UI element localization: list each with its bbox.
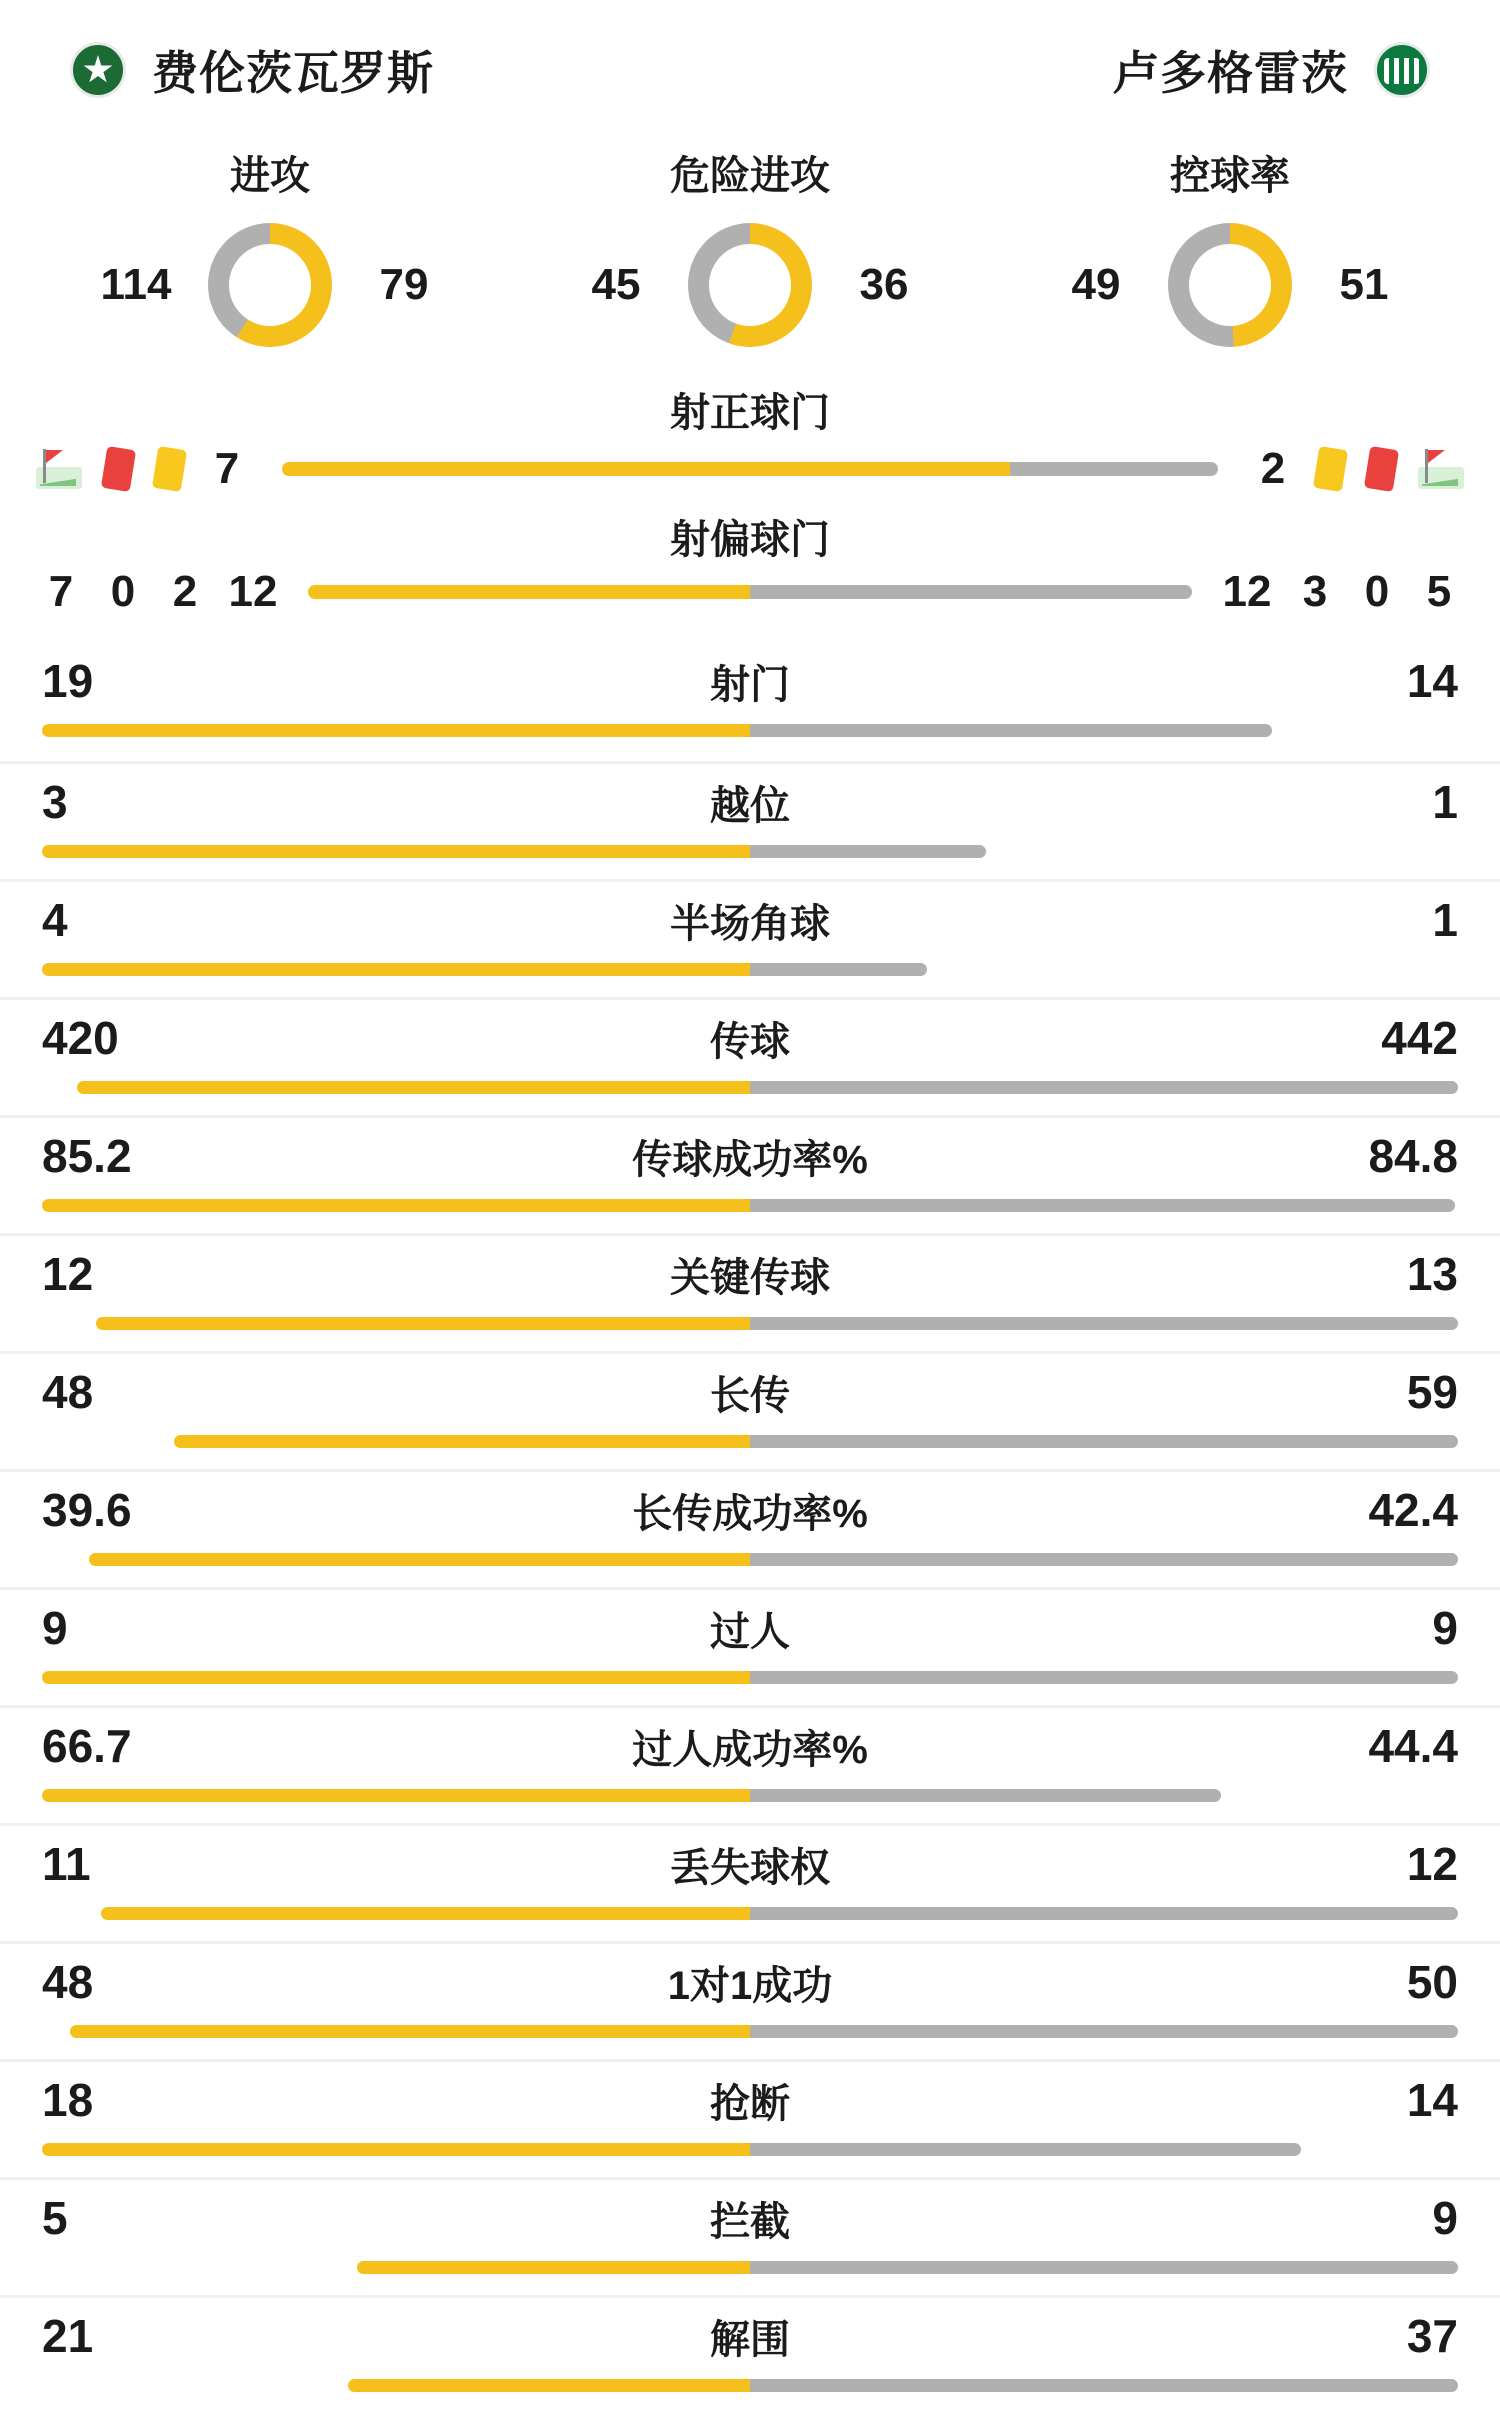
donut-away-value: 51 [1339, 260, 1389, 309]
stat-away-value: 50 [1406, 1956, 1458, 2008]
stat-row [0, 1233, 1500, 1351]
donut-home-value: 45 [591, 260, 641, 309]
stat-label: 关键传球 [670, 1255, 830, 1300]
stat-bar-away [750, 1317, 1458, 1330]
stat-label: 拦截 [710, 2199, 790, 2244]
stat-bar-pair [42, 2020, 1458, 2042]
stat-bar-pair [42, 2138, 1458, 2160]
stat-label: 长传成功率% [632, 1491, 868, 1536]
stat-bar-away [750, 2025, 1458, 2038]
shots-on-target-away-value: 2 [1260, 444, 1286, 493]
stat-bar-home [42, 724, 750, 737]
ludogorets-crest-icon [1374, 42, 1430, 98]
stat-home-value: 3 [42, 776, 68, 828]
donut-label: 控球率 [1170, 154, 1290, 198]
donut-stats-row [0, 144, 1500, 347]
stat-away-value: 12 [1406, 1838, 1458, 1890]
stat-home-value: 12 [42, 1248, 94, 1300]
stat-bar-pair [42, 719, 1458, 741]
stat-row [0, 1115, 1500, 1233]
donut-stat-dangerous-attacks [510, 144, 990, 347]
shots-on-target-row [30, 444, 1470, 494]
donut-away-value: 79 [379, 260, 429, 309]
stat-bar-away [750, 845, 1458, 858]
shots-off-target-home-value: 12 [228, 567, 278, 616]
stat-bar-away [750, 1671, 1458, 1684]
stat-away-value: 442 [1381, 1012, 1458, 1064]
stat-bar-pair [42, 1902, 1458, 1924]
stat-home-value: 66.7 [42, 1720, 132, 1772]
stat-bar-away [750, 1907, 1458, 1920]
shots-on-target-home-value: 7 [214, 444, 240, 493]
stat-home-value: 48 [42, 1956, 94, 2008]
stat-label: 过人成功率% [632, 1727, 868, 1772]
donut-label: 危险进攻 [670, 154, 830, 198]
stat-bar-pair [42, 958, 1458, 980]
stat-bar-pair [42, 840, 1458, 862]
donut-home-value: 114 [100, 260, 172, 309]
stat-bar-home [42, 845, 750, 858]
stat-away-value: 9 [1432, 2192, 1458, 2244]
stat-away-value: 1 [1432, 776, 1458, 828]
stat-label: 抢断 [710, 2081, 790, 2126]
away-corners-value: 5 [1426, 567, 1452, 616]
stat-home-value: 5 [42, 2192, 68, 2244]
corner-flag-icon [1418, 449, 1464, 489]
donut-away-value: 36 [859, 260, 909, 309]
away-discipline-icons [1310, 448, 1470, 490]
stat-row [0, 1941, 1500, 2059]
stat-away-value: 84.8 [1368, 1130, 1458, 1182]
stat-label: 越位 [710, 783, 790, 828]
stat-bar-pair [42, 2374, 1458, 2396]
stat-row [0, 1587, 1500, 1705]
stat-label: 1对1成功 [667, 1963, 833, 2008]
stat-bar-home [42, 1199, 750, 1212]
yellow-card-icon [1313, 446, 1348, 492]
stat-bar-pair [42, 1548, 1458, 1570]
donut-stat-attacks [30, 144, 510, 347]
shots-off-target-bar [308, 585, 1192, 599]
stat-bar-home [42, 1671, 750, 1684]
stat-home-value: 19 [42, 655, 94, 707]
stat-bar-away [750, 2143, 1458, 2156]
shots-on-target-label: 射正球门 [670, 391, 830, 435]
home-discipline-icons [30, 448, 190, 490]
stat-row [0, 2177, 1500, 2295]
stat-away-value: 59 [1406, 1366, 1458, 1418]
stat-row [0, 1469, 1500, 1587]
stat-bar-away [750, 963, 1458, 976]
shots-off-target-away-value: 12 [1222, 567, 1272, 616]
away-yellow-cards-value: 3 [1302, 567, 1328, 616]
stat-bar-home [42, 2143, 750, 2156]
red-card-icon [101, 446, 136, 492]
stat-row [0, 997, 1500, 1115]
stat-bar-home [42, 1317, 750, 1330]
donut-stat-possession [990, 144, 1470, 347]
stat-bar-pair [42, 1194, 1458, 1216]
stat-home-value: 48 [42, 1366, 94, 1418]
donut-chart [688, 223, 812, 347]
donut-chart [1168, 223, 1292, 347]
ferencvaros-crest-icon [70, 42, 126, 98]
home-corners-value: 7 [48, 567, 74, 616]
stat-home-value: 420 [42, 1012, 119, 1064]
stat-label: 解围 [710, 2317, 790, 2362]
stat-label: 长传 [710, 1373, 790, 1418]
stat-label: 过人 [710, 1609, 790, 1654]
stat-row [0, 761, 1500, 879]
stat-row [0, 643, 1500, 761]
shots-off-target-label: 射偏球门 [670, 518, 830, 562]
home-team [70, 37, 434, 103]
stat-label: 半场角球 [670, 901, 830, 946]
stat-bar-away [750, 1553, 1458, 1566]
stat-bar-pair [42, 2256, 1458, 2278]
donut-home-value: 49 [1071, 260, 1121, 309]
yellow-card-icon [152, 446, 187, 492]
stat-row [0, 1351, 1500, 1469]
stat-bar-home [42, 2025, 750, 2038]
stat-bar-home [42, 1907, 750, 1920]
away-red-cards-value: 0 [1364, 567, 1390, 616]
stat-bar-home [42, 1081, 750, 1094]
stat-home-value: 11 [42, 1838, 91, 1890]
stat-bar-home [42, 2379, 750, 2392]
donut-label: 进攻 [230, 154, 310, 198]
stat-bar-pair [42, 1784, 1458, 1806]
stat-row [0, 879, 1500, 997]
away-team [1113, 37, 1430, 103]
stat-home-value: 18 [42, 2074, 94, 2126]
stat-away-value: 37 [1406, 2310, 1458, 2362]
red-card-icon [1364, 446, 1399, 492]
stat-row [0, 2059, 1500, 2177]
stat-bar-home [42, 963, 750, 976]
stat-away-value: 42.4 [1368, 1484, 1458, 1536]
home-discipline-values [30, 567, 216, 617]
stat-bar-away [750, 1081, 1458, 1094]
stat-away-value: 14 [1406, 655, 1458, 707]
home-red-cards-value: 0 [110, 567, 136, 616]
stat-home-value: 9 [42, 1602, 68, 1654]
stat-away-value: 13 [1406, 1248, 1458, 1300]
donut-chart [208, 223, 332, 347]
shots-and-discipline-block [0, 381, 1500, 617]
shots-on-target-bar [282, 462, 1218, 476]
stat-bar-pair [42, 1312, 1458, 1334]
stat-row [0, 2295, 1500, 2413]
stat-bar-pair [42, 1076, 1458, 1098]
stat-bar-home [42, 1553, 750, 1566]
stat-home-value: 21 [42, 2310, 94, 2362]
stat-row [0, 1705, 1500, 1823]
stat-bar-away [750, 724, 1458, 737]
stat-home-value: 39.6 [42, 1484, 132, 1536]
stat-bar-away [750, 2379, 1458, 2392]
stat-bar-away [750, 1435, 1458, 1448]
stat-away-value: 44.4 [1368, 1720, 1458, 1772]
stat-bar-pair [42, 1666, 1458, 1688]
stat-bar-home [42, 1789, 750, 1802]
stat-bar-away [750, 1789, 1458, 1802]
match-header [0, 0, 1500, 140]
stat-home-value: 85.2 [42, 1130, 132, 1182]
stat-label: 传球 [710, 1019, 790, 1064]
stat-away-value: 9 [1432, 1602, 1458, 1654]
stat-label: 传球成功率% [632, 1137, 868, 1182]
stat-comparison-list [0, 643, 1500, 2413]
stat-home-value: 4 [42, 894, 68, 946]
stat-label: 射门 [710, 662, 790, 707]
stat-label: 丢失球权 [670, 1845, 830, 1890]
corner-flag-icon [36, 449, 82, 489]
stat-away-value: 14 [1406, 2074, 1458, 2126]
home-team-name: 费伦茨瓦罗斯 [152, 47, 434, 99]
stat-row [0, 1823, 1500, 1941]
stat-bar-pair [42, 1430, 1458, 1452]
away-team-name: 卢多格雷茨 [1113, 47, 1348, 99]
stat-bar-away [750, 1199, 1458, 1212]
shots-off-target-row [30, 567, 1470, 617]
stat-bar-home [42, 1435, 750, 1448]
stat-bar-away [750, 2261, 1458, 2274]
stat-bar-home [42, 2261, 750, 2274]
home-yellow-cards-value: 2 [172, 567, 198, 616]
stat-away-value: 1 [1432, 894, 1458, 946]
away-discipline-values [1284, 567, 1470, 617]
